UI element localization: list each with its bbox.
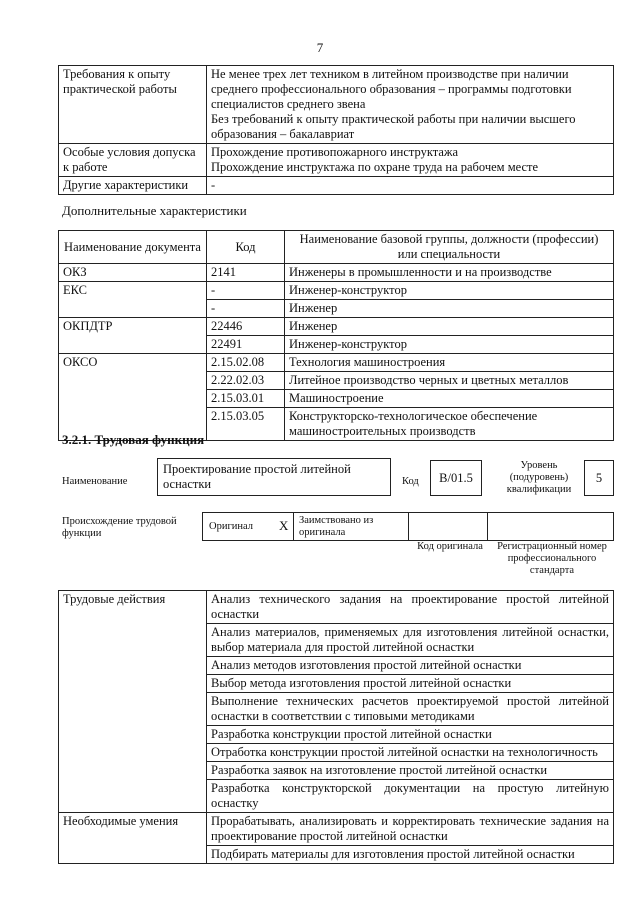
code-cell: - [207,282,285,300]
table-row [59,144,614,177]
function-heading: 3.2.1. Трудовая функция [62,432,205,447]
requirement-label: Особые условия допуска к работе [59,144,207,177]
requirement-value: - [207,177,614,195]
column-header: Код [207,231,285,264]
table-row [59,318,614,336]
origin-label: Происхождение трудовой функции [62,516,177,539]
action-item: Анализ технического задания на проектирование простой литейной оснастки [207,591,614,624]
action-item: Анализ методов изготовления простой литейной оснастки [207,657,614,675]
divider [293,513,294,540]
requirement-line: Не менее трех лет техником в литейном производстве при наличии среднего профессионального образования – программы подготовки специалистов среднего звена [211,67,572,111]
table-row [59,354,614,372]
code-cell: 2141 [207,264,285,282]
code-cell: 2.15.03.05 [207,408,285,441]
requirement-value [207,66,614,144]
doc-cell: ЕКС [59,282,207,318]
requirements-table [58,65,614,195]
doc-cell: ОКПДТР [59,318,207,354]
code-cell: 22491 [207,336,285,354]
skill-item: Подбирать материалы для изготовления простой литейной оснастки [207,846,614,864]
requirement-label: Требования к опыту практической работы [59,66,207,144]
code-cell: 2.15.02.08 [207,354,285,372]
additional-title: Дополнительные характеристики [62,203,247,218]
table-row [59,66,614,144]
action-item: Анализ материалов, применяемых для изготовления литейной оснастки, выбор материала для простой литейной оснастки [207,624,614,657]
table-row [59,282,614,300]
borrowed-label: Заимствовано из оригинала [299,515,374,538]
doc-cell: ОКЗ [59,264,207,282]
name-cell: Конструкторско-технологическое обеспечение машиностроительных производств [285,408,614,441]
actions-label: Трудовые действия [59,591,207,813]
name-cell: Инженеры в промышленности и на производстве [285,264,614,282]
column-header: Наименование базовой группы, должности (профессии) или специальности [285,231,614,264]
name-cell: Инженер [285,300,614,318]
name-cell: Технология машиностроения [285,354,614,372]
column-header: Наименование документа [59,231,207,264]
name-cell: Инженер-конструктор [285,282,614,300]
code-original-caption: Код оригинала [417,541,483,552]
table-row [59,591,614,624]
divider [408,513,409,540]
table-row [59,264,614,282]
function-code-value: B/01.5 [430,460,482,496]
function-name-label: Наименование [62,476,128,487]
function-code-label: Код [402,476,419,487]
original-label: Оригинал [209,521,253,532]
divider [487,513,488,540]
requirement-value [207,144,614,177]
code-cell: 22446 [207,318,285,336]
requirement-line: Без требований к опыту практической работы при наличии высшего образования – бакалавриат [211,112,576,141]
function-name-value: Проектирование простой литейной оснастки [157,458,391,496]
action-item: Выполнение технических расчетов проектируемой простой литейной оснастки в соответствии с типовыми методиками [207,693,614,726]
name-cell: Машиностроение [285,390,614,408]
table-row [59,177,614,195]
action-item: Разработка конструкторской документации на простую литейную оснастку [207,780,614,813]
action-item: Разработка конструкции простой литейной оснастки [207,726,614,744]
code-cell: 2.22.02.03 [207,372,285,390]
code-cell: - [207,300,285,318]
table-header-row [59,231,614,264]
name-cell: Инженер-конструктор [285,336,614,354]
skills-label: Необходимые умения [59,813,207,864]
table-row [59,813,614,846]
requirement-line: Прохождение противопожарного инструктажа [211,145,459,159]
actions-table [58,590,614,864]
action-item: Выбор метода изготовления простой литейной оснастки [207,675,614,693]
page-number: 7 [316,40,324,55]
skill-item: Прорабатывать, анализировать и корректировать технические задания на проектирование простой литейной оснастки [207,813,614,846]
doc-cell: ОКСО [59,354,207,441]
requirement-line: Прохождение инструктажа по охране труда на рабочем месте [211,160,539,174]
name-cell: Литейное производство черных и цветных металлов [285,372,614,390]
function-level-value: 5 [584,460,614,496]
reg-number-caption: Регистрационный номер профессионального стандарта [497,541,607,576]
original-mark: X [279,518,289,533]
action-item: Разработка заявок на изготовление простой литейной оснастки [207,762,614,780]
requirement-label: Другие характеристики [59,177,207,195]
action-item: Отработка конструкции простой литейной оснастки на технологичность [207,744,614,762]
origin-table [202,512,614,541]
function-level-label: Уровень (подуровень) квалификации [506,460,572,495]
additional-table [58,230,614,441]
name-cell: Инженер [285,318,614,336]
code-cell: 2.15.03.01 [207,390,285,408]
